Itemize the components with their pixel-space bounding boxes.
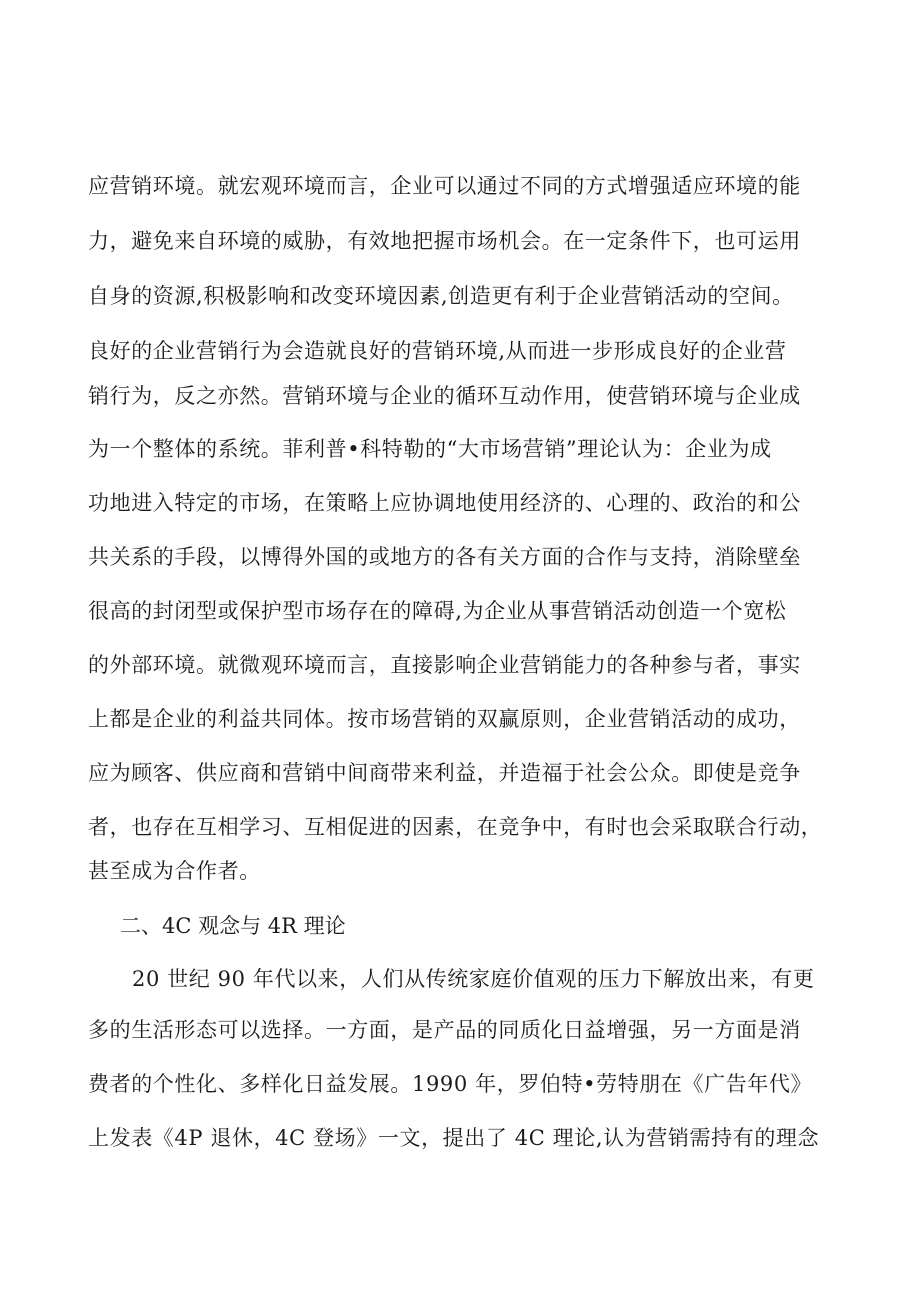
paragraph-line: 应为顾客、供应商和营销中间商带来利益，并造福于社会公众。即使是竞争 bbox=[88, 761, 801, 785]
paragraph-line: 应营销环境。就宏观环境而言，企业可以通过不同的方式增强适应环境的能 bbox=[88, 174, 801, 198]
paragraph-line: 自身的资源,积极影响和改变环境因素,创造更有利于企业营销活动的空间。 bbox=[88, 284, 794, 308]
paragraph-line: 很高的封闭型或保护型市场存在的障碍,为企业从事营销活动创造一个宽松 bbox=[88, 599, 787, 623]
paragraph-line: 上都是企业的利益共同体。按市场营销的双赢原则，企业营销活动的成功， bbox=[88, 707, 801, 731]
paragraph-line: 功地进入特定的市场，在策略上应协调地使用经济的、心理的、政治的和公 bbox=[88, 491, 801, 515]
paragraph-line: 甚至成为合作者。 bbox=[88, 859, 261, 883]
section-heading: 二、4C 观念与 4R 理论 bbox=[120, 914, 346, 938]
paragraph-line: 的外部环境。就微观环境而言，直接影响企业营销能力的各种参与者，事实 bbox=[88, 653, 801, 677]
paragraph-line: 费者的个性化、多样化日益发展。1990 年，罗伯特•劳特朋在《广告年代》 bbox=[88, 1072, 813, 1096]
paragraph-line: 上发表《4P 退休，4C 登场》一文，提出了 4C 理论,认为营销需持有的理念 bbox=[88, 1126, 820, 1150]
paragraph-line: 力，避免来自环境的威胁，有效地把握市场机会。在一定条件下，也可运用 bbox=[88, 229, 801, 253]
paragraph-line: 为一个整体的系统。菲利普•科特勒的“大市场营销”理论认为：企业为成 bbox=[88, 437, 772, 461]
paragraph-line: 共关系的手段，以博得外国的或地方的各有关方面的合作与支持，消除壁垒 bbox=[88, 545, 801, 569]
paragraph-line: 良好的企业营销行为会造就良好的营销环境,从而进一步形成良好的企业营 bbox=[88, 339, 787, 363]
paragraph-line: 20 世纪 90 年代以来，人们从传统家庭价值观的压力下解放出来，有更 bbox=[132, 967, 815, 991]
paragraph-line: 多的生活形态可以选择。一方面，是产品的同质化日益增强，另一方面是消 bbox=[88, 1018, 801, 1042]
paragraph-line: 销行为，反之亦然。营销环境与企业的循环互动作用，使营销环境与企业成 bbox=[88, 384, 801, 408]
paragraph-line: 者，也存在互相学习、互相促进的因素，在竞争中，有时也会采取联合行动， bbox=[88, 815, 823, 839]
